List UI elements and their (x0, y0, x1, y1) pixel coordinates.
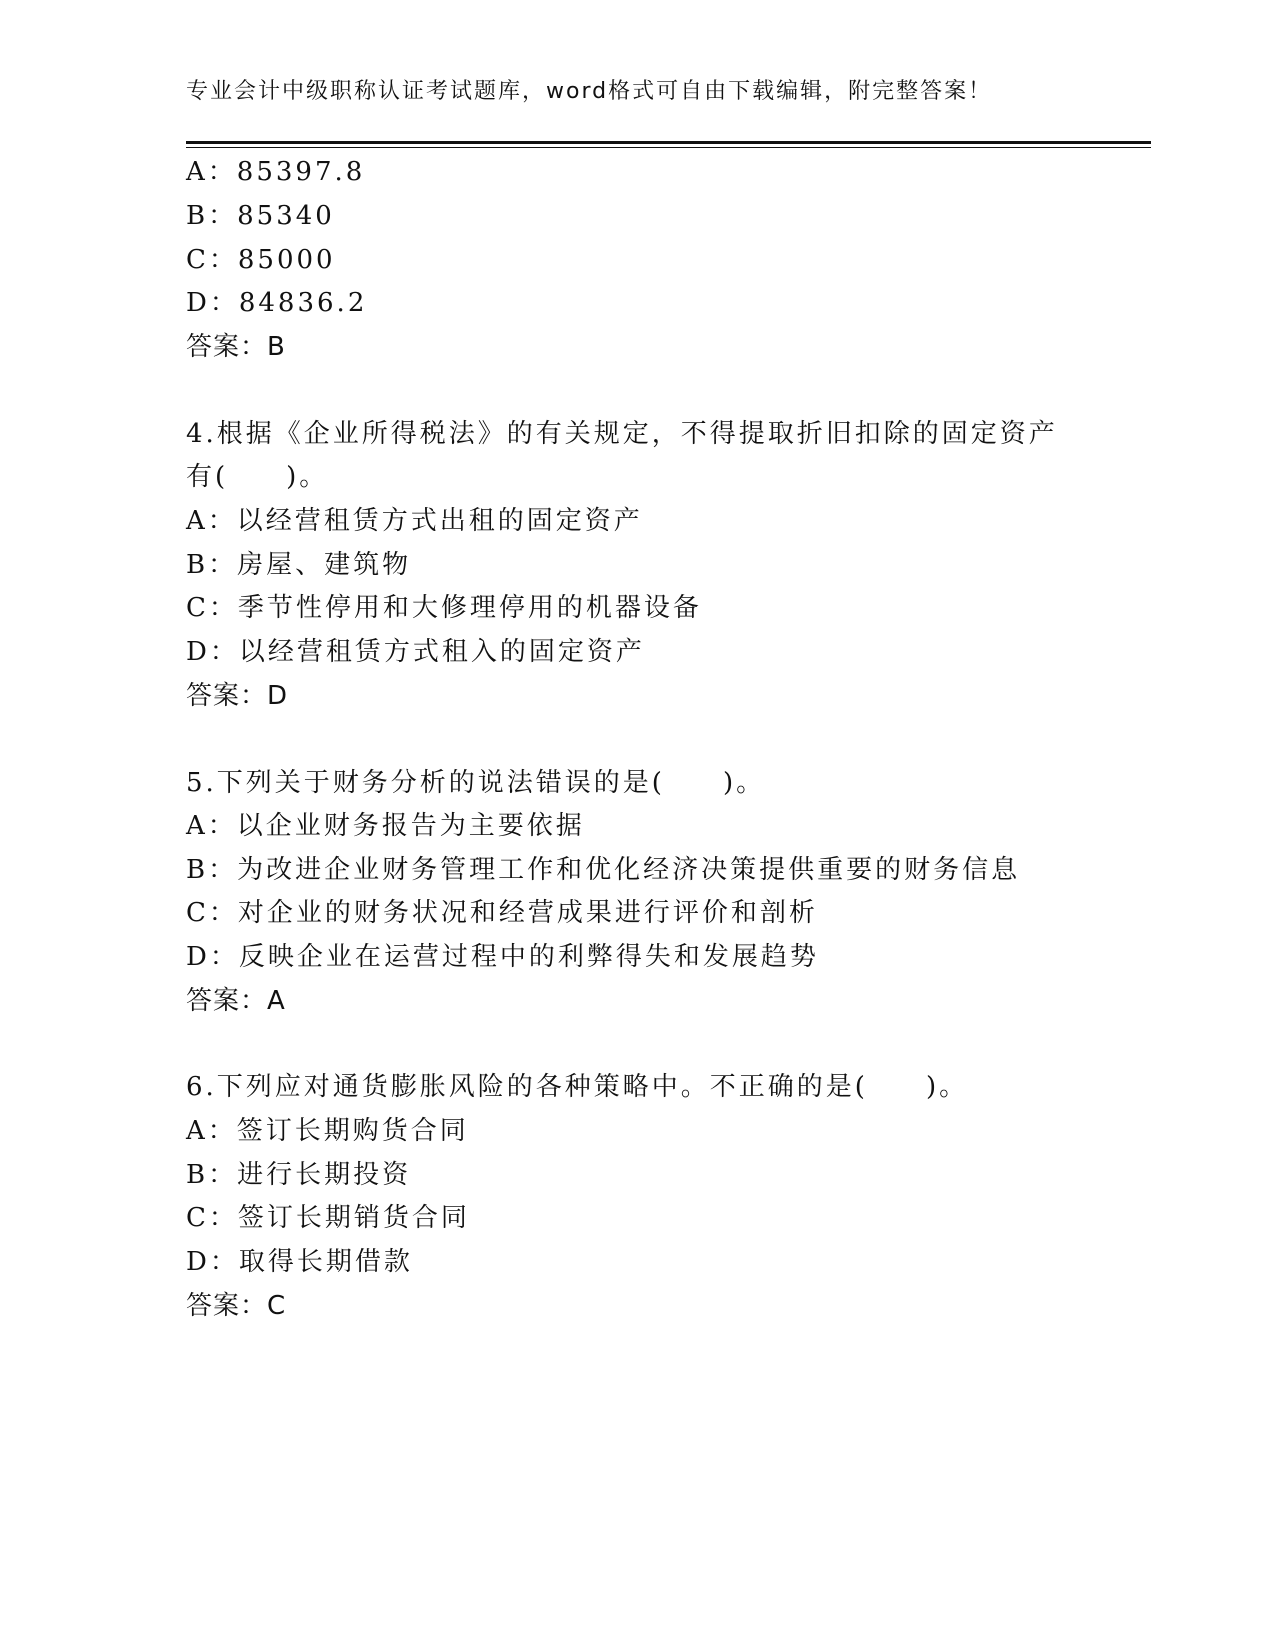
q6-option-b: B：进行长期投资 (186, 1160, 412, 1190)
q5-option-d: D：反映企业在运营过程中的利弊得失和发展趋势 (186, 942, 819, 972)
q5-option-c: C：对企业的财务状况和经营成果进行评价和剖析 (186, 898, 818, 928)
q4-option-a: A：以经营租赁方式出租的固定资产 (186, 506, 643, 536)
q4-option-d: D：以经营租赁方式租入的固定资产 (186, 637, 645, 667)
header-rule-thick (186, 141, 1151, 144)
q3-answer: 答案：B (186, 332, 286, 362)
header-rule-thin (186, 147, 1151, 148)
q6-option-a: A：签订长期购货合同 (186, 1116, 469, 1146)
page-header: 专业会计中级职称认证考试题库，word格式可自由下载编辑，附完整答案！ (186, 79, 993, 104)
q5-answer: 答案：A (186, 986, 286, 1016)
q6-option-d: D：取得长期借款 (186, 1247, 413, 1277)
q6-option-c: C：签订长期销货合同 (186, 1203, 470, 1233)
q3-option-c: C：85000 (186, 245, 336, 275)
q3-option-a: A：85397.8 (186, 157, 366, 187)
q4-answer: 答案：D (186, 681, 289, 711)
q3-option-d: D：84836.2 (186, 288, 368, 318)
q6-stem-line1: 6.下列应对通货膨胀风险的各种策略中。不正确的是( )。 (186, 1072, 969, 1102)
q5-stem-line1: 5.下列关于财务分析的说法错误的是( )。 (186, 768, 766, 798)
q4-option-b: B：房屋、建筑物 (186, 550, 412, 580)
q4-stem-line1: 4.根据《企业所得税法》的有关规定，不得提取折旧扣除的固定资产 (186, 419, 1058, 449)
q4-option-c: C：季节性停用和大修理停用的机器设备 (186, 593, 702, 623)
q4-stem-line2: 有( )。 (186, 462, 329, 492)
q3-option-b: B：85340 (186, 201, 335, 231)
q6-answer: 答案：C (186, 1291, 287, 1321)
q5-option-b: B：为改进企业财务管理工作和优化经济决策提供重要的财务信息 (186, 855, 1021, 885)
q5-option-a: A：以企业财务报告为主要依据 (186, 811, 585, 841)
